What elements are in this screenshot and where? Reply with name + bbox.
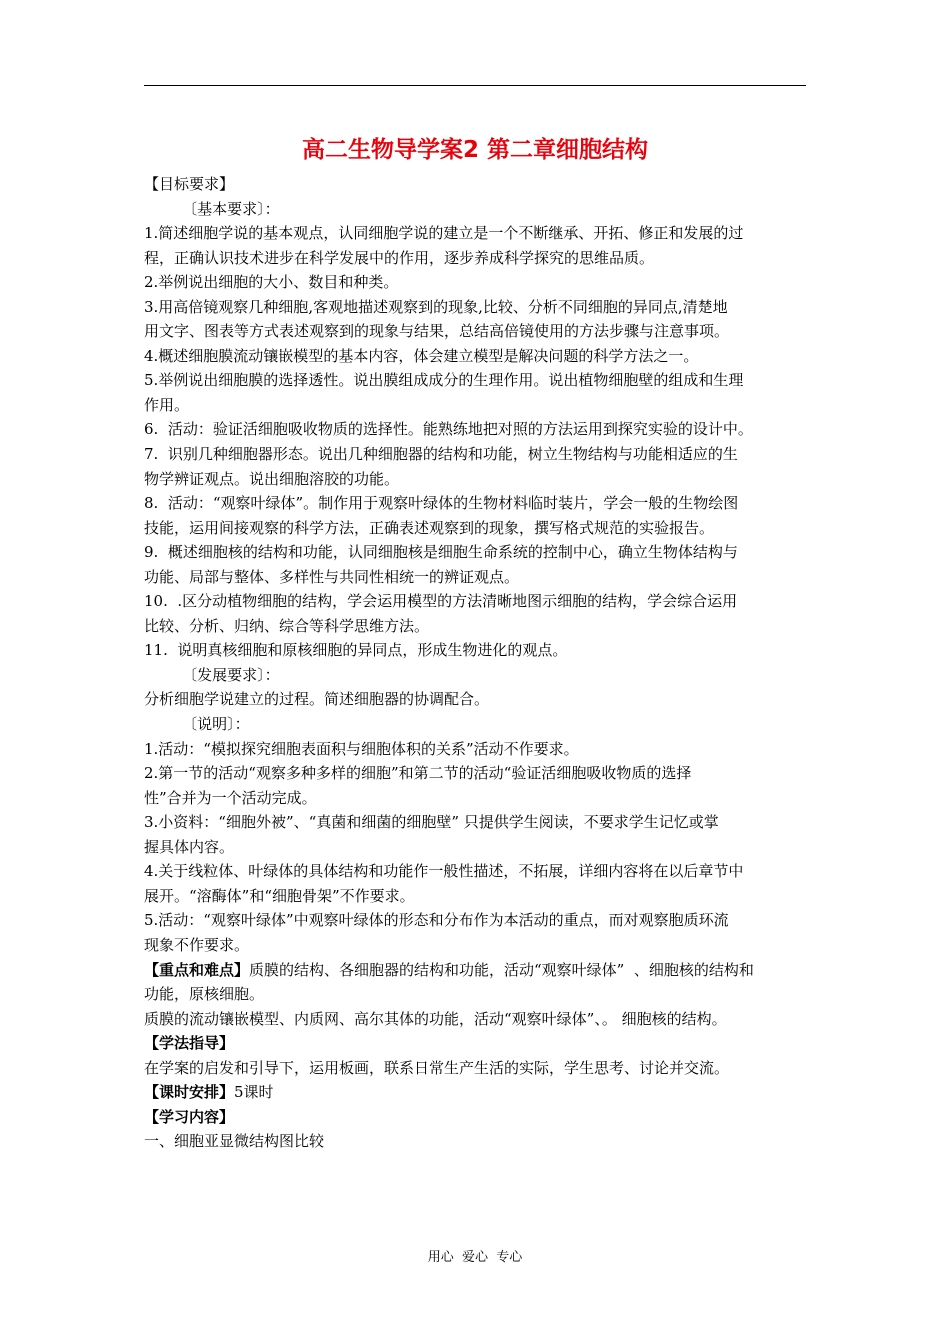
key-points-heading: 【重点和难点】 — [144, 960, 250, 979]
text-line: 5.活动：“观察叶绿体”中观察叶绿体的形态和分布作为本活动的重点，而对观察胞质环流 — [144, 911, 729, 930]
text-line: 〔说明〕： — [144, 715, 250, 734]
text-line: 3.用高倍镜观察几种细胞,客观地描述观察到的现象,比较、分析不同细胞的异同点,清楚地 — [144, 297, 728, 316]
text-line: 用文字、图表等方式表述观察到的现象与结果，总结高倍镜使用的方法步骤与注意事项。 — [144, 322, 730, 341]
method-heading: 【学法指导】 — [144, 1034, 235, 1053]
key-points-line-2: 功能，原核细胞。 — [144, 985, 265, 1004]
text-line: 物学辨证观点。说出细胞溶胶的功能。 — [144, 469, 400, 488]
document-title: 高二生物导学案2 第二章细胞结构 — [301, 137, 648, 163]
text-line: 性”合并为一个活动完成。 — [144, 788, 317, 807]
text-line: 功能、局部与整体、多样性与共同性相统一的辨证观点。 — [144, 567, 520, 586]
document-body — [144, 172, 808, 1154]
page-footer: 用心 爱心 专心 — [427, 1250, 523, 1265]
text-line: 5.举例说出细胞膜的选择透性。说出膜组成成分的生理作用。说出植物细胞壁的组成和生理 — [144, 371, 744, 390]
text-line: 3.小资料：“细胞外被”、“真菌和细菌的细胞壁” 只提供学生阅读，不要求学生记忆或掌 — [144, 813, 719, 832]
schedule-text: 5课时 — [234, 1083, 274, 1102]
text-line: 9. 概述细胞核的结构和功能，认同细胞核是细胞生命系统的控制中心，确立生物体结构与 — [144, 543, 738, 562]
text-line: 10. .区分动植物细胞的结构，学会运用模型的方法清晰地图示细胞的结构，学会综合运用 — [144, 592, 738, 611]
header-rule — [144, 85, 806, 86]
key-points-line-3: 质膜的流动镶嵌模型、内质网、高尔其体的功能，活动“观察叶绿体”、。 细胞核的结构。 — [144, 1009, 727, 1028]
text-line: 1.简述细胞学说的基本观点，认同细胞学说的建立是一个不断继承、开拓、修正和发展的过 — [144, 224, 744, 243]
text-line: 比较、分析、归纳、综合等科学思维方法。 — [144, 616, 430, 635]
text-line: 握具体内容。 — [144, 837, 235, 856]
text-line: 4.概述细胞膜流动镶嵌模型的基本内容，体会建立模型是解决问题的科学方法之一。 — [144, 346, 699, 365]
text-line: 作用。 — [144, 395, 190, 414]
text-line: 现象不作要求。 — [144, 935, 250, 954]
text-line: 技能，运用间接观察的科学方法，正确表述观察到的现象，撰写格式规范的实验报告。 — [144, 518, 715, 537]
text-line: 11. 说明真核细胞和原核细胞的异同点，形成生物进化的观点。 — [144, 641, 568, 660]
method-text: 在学案的启发和引导下，运用板画，联系日常生产生活的实际，学生思考、讨论并交流。 — [144, 1058, 730, 1077]
text-line: 2.第一节的活动“观察多种多样的细胞”和第二节的活动“验证活细胞吸收物质的选择 — [144, 764, 692, 783]
text-line: 程，正确认识技术进步在科学发展中的作用，逐步养成科学探究的思维品质。 — [144, 248, 655, 267]
key-points-text-1: 质膜的结构、各细胞器的结构和功能，活动“观察叶绿体” 、细胞核的结构和 — [249, 960, 754, 979]
schedule-line — [144, 1080, 808, 1105]
text-line: 7. 识别几种细胞器形态。说出几种细胞器的结构和功能，树立生物结构与功能相适应的生 — [144, 445, 738, 464]
text-line: 〔基本要求〕： — [144, 199, 280, 218]
section-heading: 一、细胞亚显微结构图比较 — [144, 1132, 325, 1151]
text-line: 6. 活动：验证活细胞吸收物质的选择性。能熟练地把对照的方法运用到探究实验的设计中。 — [144, 420, 753, 439]
objectives-section — [144, 172, 808, 958]
text-line: 1.活动：“模拟探究细胞表面积与细胞体积的关系”活动不作要求。 — [144, 739, 579, 758]
text-line: 分析细胞学说建立的过程。简述细胞器的协调配合。 — [144, 690, 490, 709]
text-line: 4.关于线粒体、叶绿体的具体结构和功能作一般性描述，不拓展，详细内容将在以后章节中 — [144, 862, 744, 881]
key-points-line-1 — [144, 958, 808, 983]
text-line: 【目标要求】 — [144, 175, 235, 193]
text-line: 8. 活动：“观察叶绿体”。制作用于观察叶绿体的生物材料临时装片，学会一般的生物绘图 — [144, 494, 739, 513]
text-line: 2.举例说出细胞的大小、数目和种类。 — [144, 273, 399, 292]
schedule-heading: 【课时安排】 — [144, 1083, 235, 1102]
content-heading: 【学习内容】 — [144, 1107, 235, 1126]
text-line: 〔发展要求〕： — [144, 665, 280, 684]
text-line: 展开。“溶酶体”和“细胞骨架”不作要求。 — [144, 886, 415, 905]
